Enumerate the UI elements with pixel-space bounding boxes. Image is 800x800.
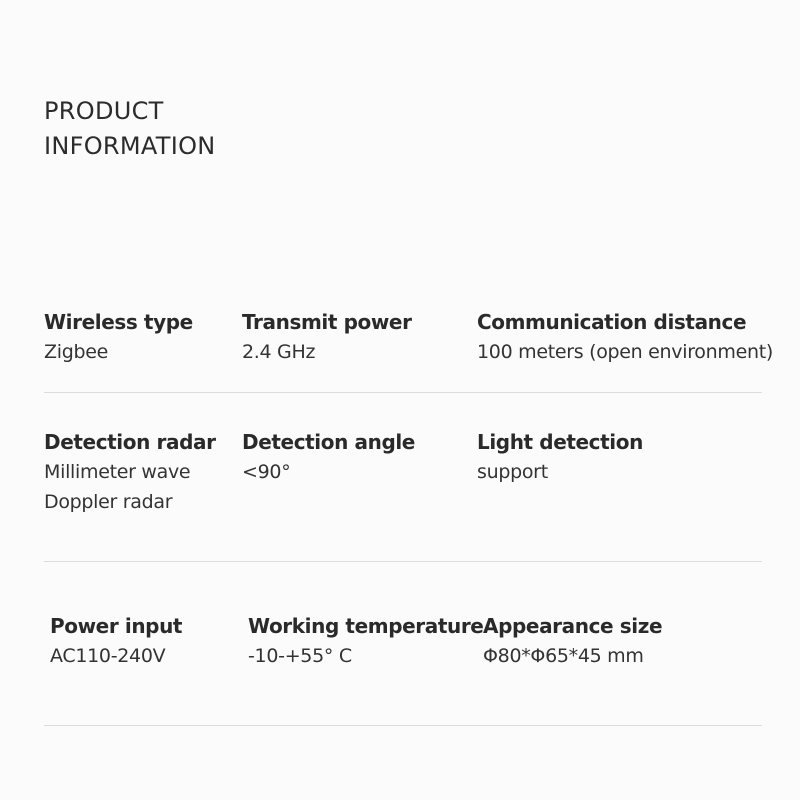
spec-detection-angle — [242, 427, 415, 487]
spec-value — [44, 457, 216, 517]
spec-value-line: Zigbee — [44, 341, 108, 363]
spec-transmit-power — [242, 307, 412, 367]
spec-value-line: -10-+55° C — [248, 645, 352, 667]
spec-label: Power input — [50, 614, 183, 638]
spec-value — [477, 337, 773, 367]
spec-value-line: Millimeter wave — [44, 461, 191, 483]
spec-label: Appearance size — [483, 614, 663, 638]
heading-line-2: INFORMATION — [44, 132, 216, 160]
spec-value-line: <90° — [242, 461, 291, 483]
spec-label: Detection radar — [44, 430, 216, 454]
spec-value-line: support — [477, 461, 548, 483]
spec-label: Wireless type — [44, 310, 193, 334]
page-heading — [44, 94, 216, 164]
spec-power-input — [50, 611, 182, 671]
spec-light-detection — [477, 427, 643, 487]
row-divider — [44, 392, 762, 393]
row-divider — [44, 561, 762, 562]
spec-value-line: 2.4 GHz — [242, 341, 316, 363]
spec-label: Transmit power — [242, 310, 412, 334]
spec-label: Detection angle — [242, 430, 415, 454]
spec-value-line: 100 meters (open environment) — [477, 341, 773, 363]
spec-value-line: Doppler radar — [44, 491, 173, 513]
spec-value — [483, 641, 662, 671]
spec-value-line: AC110-240V — [50, 645, 166, 667]
spec-detection-radar — [44, 427, 216, 517]
spec-wireless-type — [44, 307, 193, 367]
spec-value — [242, 337, 412, 367]
spec-label: Working temperature — [248, 614, 484, 638]
spec-value — [242, 457, 415, 487]
spec-value — [50, 641, 182, 671]
heading-line-1: PRODUCT — [44, 97, 164, 125]
spec-label: Communication distance — [477, 310, 747, 334]
spec-communication-distance — [477, 307, 773, 367]
spec-value — [248, 641, 483, 671]
spec-value-line: Φ80*Φ65*45 mm — [483, 645, 644, 667]
spec-appearance-size — [483, 611, 662, 671]
spec-working-temperature — [248, 611, 483, 671]
row-divider — [44, 725, 762, 726]
spec-label: Light detection — [477, 430, 643, 454]
spec-value — [477, 457, 643, 487]
spec-value — [44, 337, 193, 367]
